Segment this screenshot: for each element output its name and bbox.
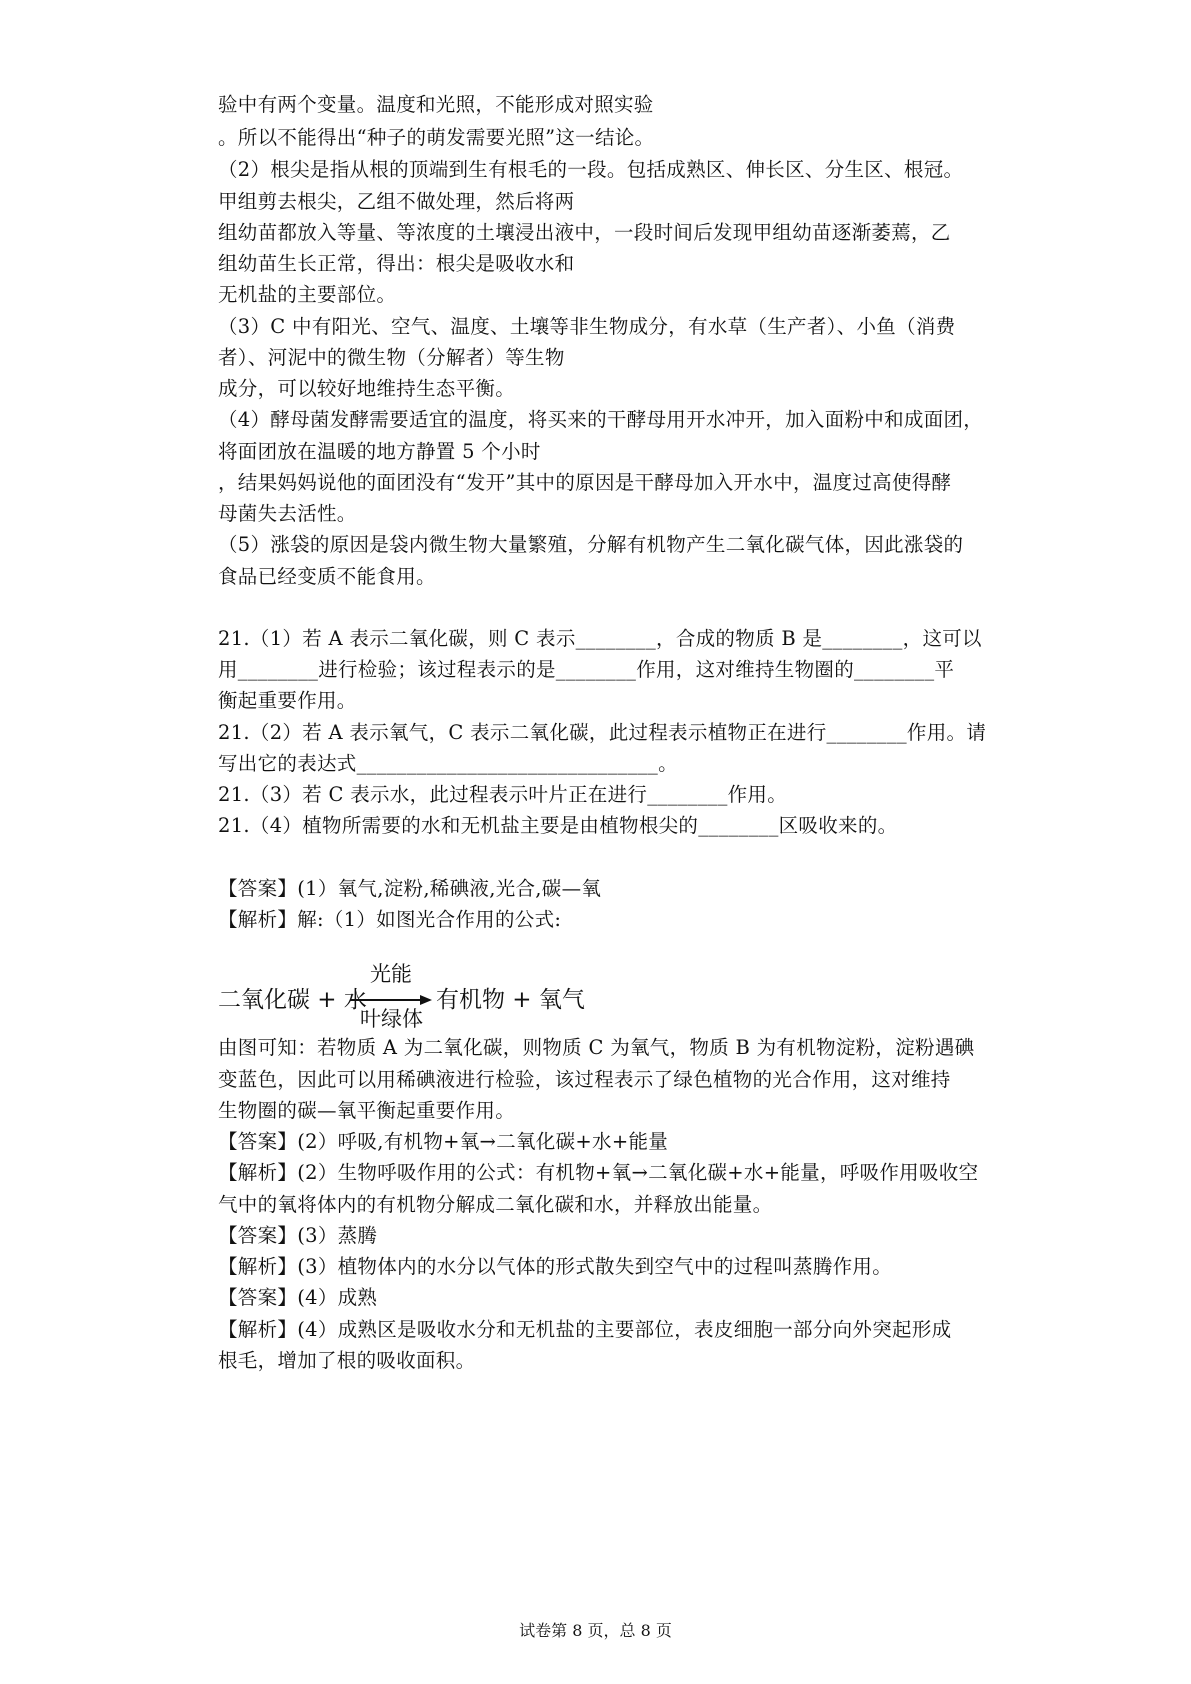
answer-line: 【答案】(1）氧气,淀粉,稀碘液,光合,碳—氧 [218,877,602,900]
question-line: 21.（1）若 A 表示二氧化碳，则 C 表示________，合成的物质 B 是________，这可以 [218,627,982,650]
analysis-line: 气中的氧将体内的有机物分解成二氧化碳和水，并释放出能量。 [218,1193,773,1216]
question-line: 21.（4）植物所需要的水和无机盐主要是由植物根尖的________区吸收来的。 [218,814,898,837]
text-line: 验中有两个变量。温度和光照，不能形成对照实验 [218,93,654,116]
text-line: ，结果妈妈说他的面团没有“发开”其中的原因是干酵母加入开水中，温度过高使得酵 [218,471,952,494]
text-line: （5）涨袋的原因是袋内微生物大量繁殖，分解有机物产生二氧化碳气体，因此涨袋的 [218,533,964,556]
analysis-line: 变蓝色，因此可以用稀碘液进行检验，该过程表示了绿色植物的光合作用，这对维持 [218,1068,951,1091]
question-line: 衡起重要作用。 [218,689,357,712]
text-line: 成分，可以较好地维持生态平衡。 [218,377,516,400]
formula-products: 有机物 + 氧气 [436,987,585,1013]
analysis-line: 生物圈的碳—氧平衡起重要作用。 [218,1099,516,1122]
analysis-line: 【解析】解:（1）如图光合作用的公式: [218,908,562,931]
text-line: 食品已经变质不能食用。 [218,565,436,588]
text-line: 甲组剪去根尖，乙组不做处理，然后将两 [218,190,575,213]
text-line: 将面团放在温暖的地方静置 5 个小时 [218,440,541,463]
analysis-line: 【解析】(2）生物呼吸作用的公式：有机物+氧→二氧化碳+水+能量，呼吸作用吸收空 [218,1161,979,1184]
answer-line: 【答案】(4）成熟 [218,1286,378,1309]
text-line: 母菌失去活性。 [218,502,357,525]
question-line: 写出它的表达式______________________________。 [218,752,678,775]
question-line: 21.（2）若 A 表示氧气，C 表示二氧化碳，此过程表示植物正在进行________作用。请 [218,721,987,744]
formula-condition-top: 光能 [370,962,412,986]
answer-line: 【答案】(2）呼吸,有机物+氧→二氧化碳+水+能量 [218,1130,669,1153]
text-line: 无机盐的主要部位。 [218,283,397,306]
question-line: 用________进行检验；该过程表示的是________作用，这对维持生物圈的________平 [218,658,955,681]
text-line: 组幼苗生长正常，得出：根尖是吸收水和 [218,252,575,275]
text-line: 者）、河泥中的微生物（分解者）等生物 [218,346,565,369]
page-footer: 试卷第 8 页，总 8 页 [519,1621,672,1640]
text-line: 。所以不能得出“种子的萌发需要光照”这一结论。 [218,126,655,149]
analysis-line: 【解析】(3）植物体内的水分以气体的形式散失到空气中的过程叫蒸腾作用。 [218,1255,893,1278]
text-line: （3）C 中有阳光、空气、温度、土壤等非生物成分，有水草（生产者）、小鱼（消费 [218,315,956,338]
formula-condition-bottom: 叶绿体 [360,1007,423,1031]
text-line: 组幼苗都放入等量、等浓度的土壤浸出液中，一段时间后发现甲组幼苗逐渐萎蔫，乙 [218,221,951,244]
photosynthesis-formula [218,960,598,1031]
formula-reactants: 二氧化碳 + 水 [218,987,367,1013]
text-line: （4）酵母菌发酵需要适宜的温度，将买来的干酵母用开水冲开，加入面粉中和成面团， [218,408,984,431]
analysis-line: 由图可知：若物质 A 为二氧化碳，则物质 C 为氧气，物质 B 为有机物淀粉，淀粉遇碘 [218,1036,975,1059]
question-line: 21.（3）若 C 表示水，此过程表示叶片正在进行________作用。 [218,783,788,806]
answer-line: 【答案】(3）蒸腾 [218,1224,378,1247]
analysis-line: 【解析】(4）成熟区是吸收水分和无机盐的主要部位，表皮细胞一部分向外突起形成 [218,1318,952,1341]
analysis-line: 根毛，增加了根的吸收面积。 [218,1349,476,1372]
text-line: （2）根尖是指从根的顶端到生有根毛的一段。包括成熟区、伸长区、分生区、根冠。 [218,158,964,181]
